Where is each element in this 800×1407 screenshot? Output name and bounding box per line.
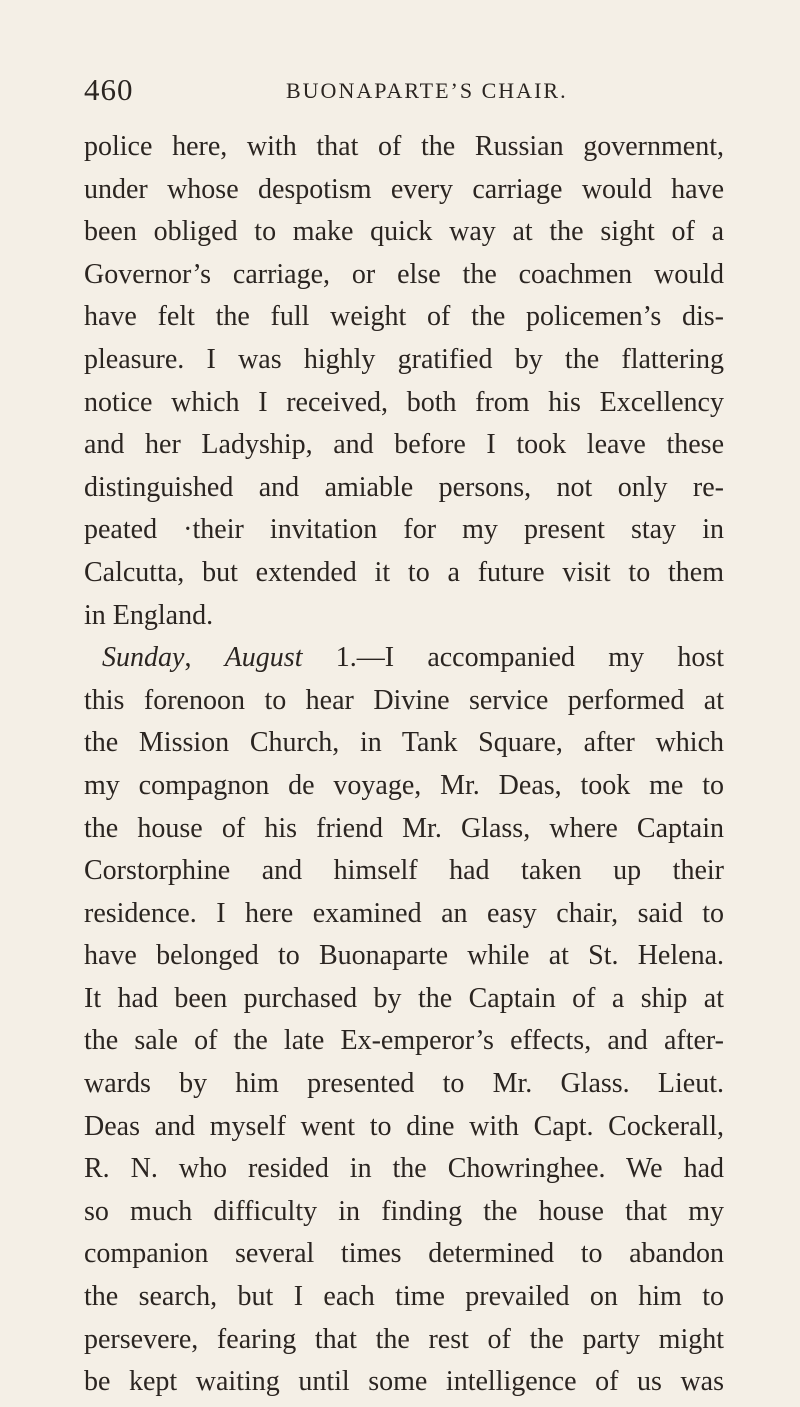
text-line: so much difficulty in finding the house that my [84,1195,724,1227]
text-line: the search, but I each time prevailed on him to [84,1281,724,1313]
text-line: distinguished and amiable persons, not only re- [84,471,724,503]
text-line: under whose despotism every carriage would have [84,173,724,205]
text-line: have felt the full weight of the policemen’s dis- [84,301,724,333]
text-line: and her Ladyship, and before I took leave these [84,429,724,461]
month-name: August [224,642,303,674]
text-line: persevere, fearing that the rest of the party might [84,1323,724,1355]
running-head [84,72,724,112]
text-line: wards by him presented to Mr. Glass. Lieut. [84,1068,724,1100]
text-line: Governor’s carriage, or else the coachmen would [84,258,724,290]
text-line: be kept waiting until some intelligence of us was [84,1366,724,1398]
paragraph-opening-line: Sunday, August 1.—I accompanied my host [102,642,724,674]
text-line: the Mission Church, in Tank Square, after which [84,727,724,759]
text-line: been obliged to make quick way at the sight of a [84,216,724,248]
page-number: 460 [84,72,134,107]
text-line: have belonged to Buonaparte while at St. Helena. [84,940,724,972]
text-line: Calcutta, but extended it to a future visit to them [84,556,724,588]
text-line: the sale of the late Ex-emperor’s effects, and after- [84,1025,724,1057]
text-line: Corstorphine and himself had taken up their [84,855,724,887]
text-line: residence. I here examined an easy chair, said to [84,897,724,929]
running-title: BUONAPARTE’S CHAIR. [286,78,568,103]
text-line: R. N. who resided in the Chowringhee. We had [84,1153,724,1185]
text-line: in England. [84,599,214,631]
text-line: Deas and myself went to dine with Capt. Cockerall, [84,1110,724,1142]
text-line: my compagnon de voyage, Mr. Deas, took me to [84,769,724,801]
opening-line-rest: 1.—I accompanied my host [302,642,724,674]
text-line: notice which I received, both from his Excellency [84,386,724,418]
text-line: this forenoon to hear Divine service performed at [84,684,724,716]
body-text [84,126,724,1404]
text-line: It had been purchased by the Captain of a ship at [84,982,724,1014]
text-line: peated ·their invitation for my present stay in [84,514,724,546]
day-name: Sunday [102,642,185,674]
text-line: pleasure. I was highly gratified by the flattering [84,343,724,375]
text-line: companion several times determined to abandon [84,1238,724,1270]
text-line: police here, with that of the Russian government, [84,131,724,162]
text-line: the house of his friend Mr. Glass, where Captain [84,812,724,844]
